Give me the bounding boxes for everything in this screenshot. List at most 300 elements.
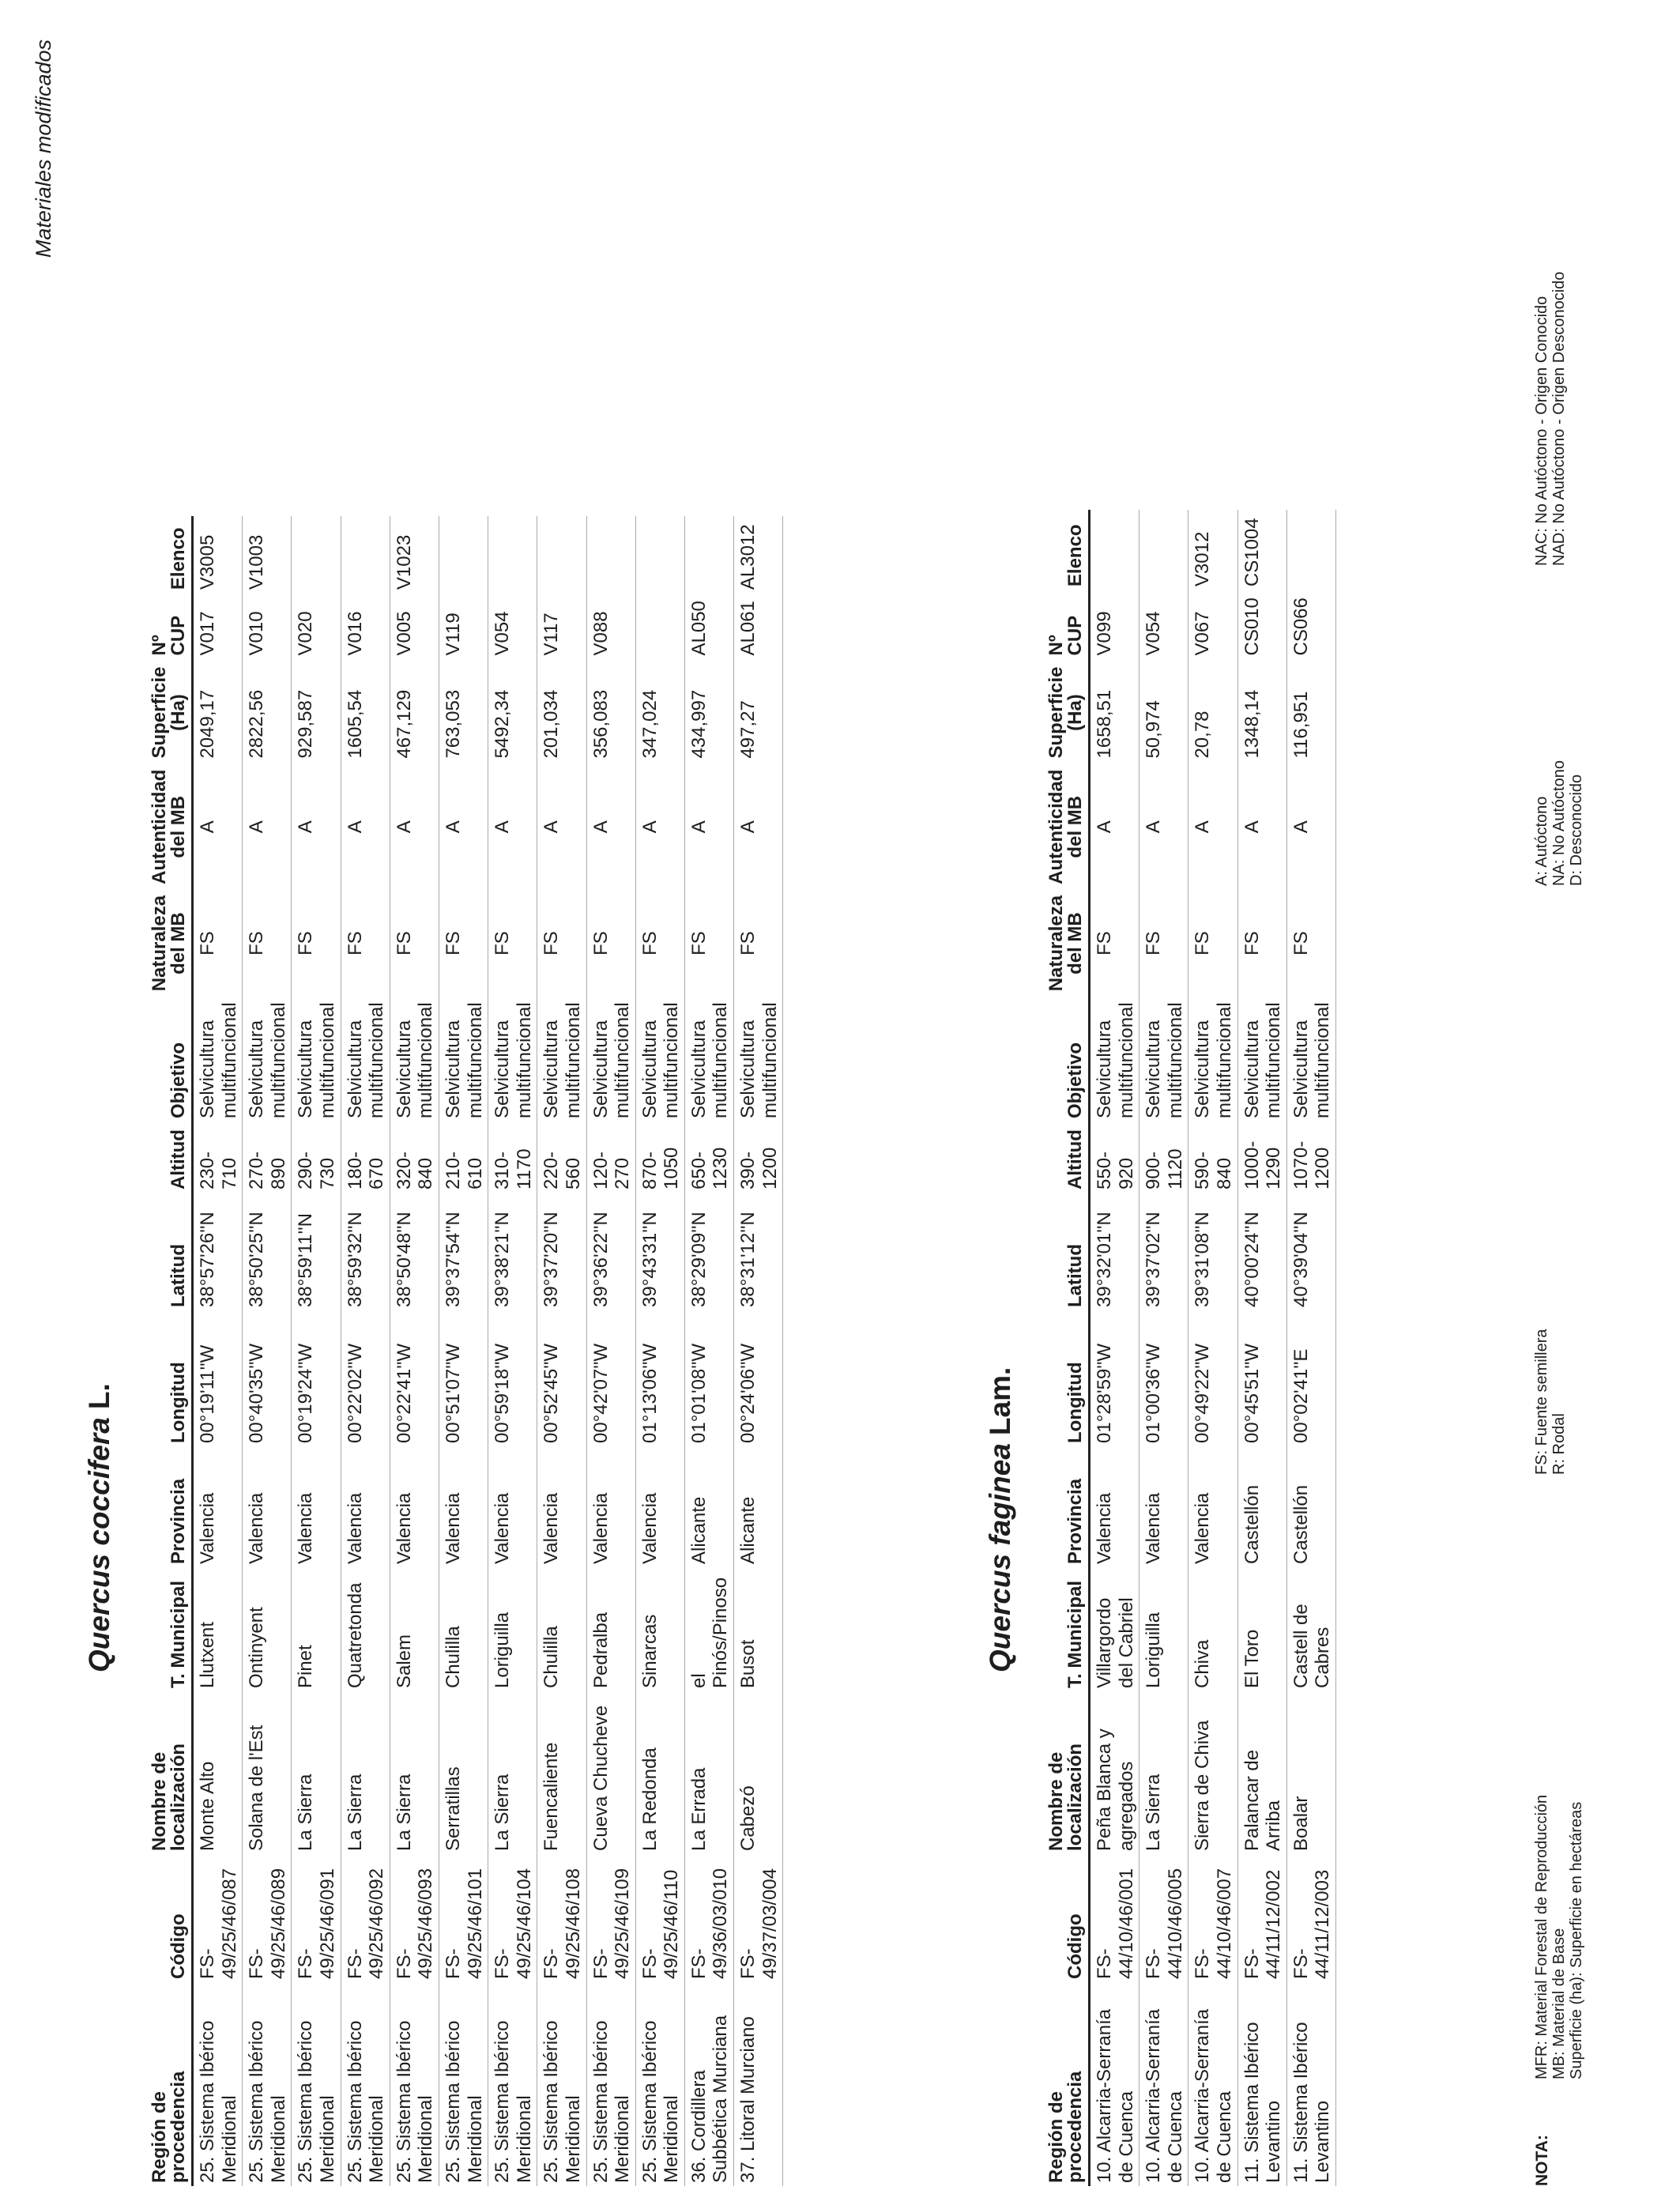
note-line: MB: Material de Base [1550, 1928, 1568, 2079]
table-row [292, 516, 341, 2186]
cell-latitud: 38°31'12''N [734, 1193, 783, 1310]
cell-region: 25. Sistema Ibérico Meridional [488, 1982, 537, 2186]
column-header-cup: Nº CUP [150, 593, 193, 658]
cell-region: 25. Sistema Ibérico Meridional [390, 1982, 439, 2186]
cell-longitud: 00°19'11''W [193, 1310, 243, 1446]
cell-autenticidad: A [439, 762, 488, 888]
cell-objetivo: Selvicultura multifuncional [390, 994, 439, 1122]
note-line: R: Rodal [1550, 1413, 1568, 1475]
cell-municipio: Quatretonda [341, 1567, 390, 1691]
table-quercus-coccifera [150, 516, 783, 2186]
cell-provincia: Castellón [1237, 1446, 1286, 1567]
cell-autenticidad: A [243, 762, 292, 888]
note-line: NAD: No Autóctono - Origen Desconocido [1550, 271, 1568, 566]
cell-naturaleza: FS [734, 888, 783, 994]
cell-naturaleza: FS [1286, 888, 1335, 994]
species-author: Lam. [984, 1367, 1016, 1436]
cell-provincia: Valencia [341, 1446, 390, 1567]
column-header-provincia: Provincia [150, 1446, 193, 1567]
cell-naturaleza: FS [1188, 888, 1237, 994]
cell-cup: V099 [1090, 590, 1139, 658]
cell-superficie: 356,083 [586, 659, 635, 762]
cell-nombre: Fuencaliente [537, 1691, 586, 1854]
cell-autenticidad: A [684, 762, 733, 888]
cell-naturaleza: FS [292, 888, 341, 994]
cell-superficie: 1348,14 [1237, 659, 1286, 762]
cell-cup: CS066 [1286, 590, 1335, 658]
column-header-longitud: Longitud [150, 1310, 193, 1446]
cell-autenticidad: A [390, 762, 439, 888]
note-line: NA: No Autóctono [1550, 760, 1568, 886]
note-line: D: Desconocido [1568, 774, 1585, 886]
cell-longitud: 00°02'41''E [1286, 1310, 1335, 1446]
cell-nombre: La Sierra [292, 1691, 341, 1854]
cell-nombre: Boalar [1286, 1691, 1335, 1854]
cell-autenticidad: A [1139, 762, 1188, 888]
cell-municipio: Pedralba [586, 1567, 635, 1691]
cell-nombre: Sierra de Chiva [1188, 1691, 1237, 1854]
cell-cup: V088 [586, 593, 635, 658]
cell-altitud: 870-1050 [635, 1122, 684, 1193]
cell-superficie: 201,034 [537, 659, 586, 762]
cell-municipio: Castell de Cabres [1286, 1567, 1335, 1691]
notes-col-1 [1533, 1795, 1585, 2079]
notes-label: NOTA: [1533, 2135, 1551, 2186]
cell-codigo: FS-44/11/12/003 [1286, 1854, 1335, 1982]
column-header-municipio: T. Municipal [150, 1567, 193, 1691]
cell-codigo: FS-49/25/46/091 [292, 1854, 341, 1982]
cell-region: 25. Sistema Ibérico Meridional [439, 1982, 488, 2186]
note-line: FS: Fuente semillera [1533, 1329, 1550, 1475]
species-author: L. [83, 1383, 115, 1410]
cell-altitud: 650-1230 [684, 1122, 733, 1193]
cell-region: 25. Sistema Ibérico Meridional [193, 1982, 243, 2186]
cell-municipio: Sinarcas [635, 1567, 684, 1691]
cell-provincia: Valencia [1090, 1446, 1139, 1567]
cell-altitud: 900-1120 [1139, 1122, 1188, 1193]
cell-autenticidad: A [1188, 762, 1237, 888]
cell-latitud: 40°39'04''N [1286, 1193, 1335, 1310]
cell-naturaleza: FS [341, 888, 390, 994]
cell-superficie: 434,997 [684, 659, 733, 762]
cell-objetivo: Selvicultura multifuncional [292, 994, 341, 1122]
table-row [488, 516, 537, 2186]
cell-altitud: 210-610 [439, 1122, 488, 1193]
cell-longitud: 00°22'02''W [341, 1310, 390, 1446]
cell-cup: V117 [537, 593, 586, 658]
cell-altitud: 120-270 [586, 1122, 635, 1193]
cell-codigo: FS-44/10/46/005 [1139, 1854, 1188, 1982]
cell-naturaleza: FS [537, 888, 586, 994]
cell-municipio: El Toro [1237, 1567, 1286, 1691]
cell-altitud: 270-890 [243, 1122, 292, 1193]
column-header-altitud: Altitud [150, 1122, 193, 1193]
cell-superficie: 1658,51 [1090, 659, 1139, 762]
cell-codigo: FS-49/25/46/087 [193, 1854, 243, 1982]
cell-altitud: 180-670 [341, 1122, 390, 1193]
cell-objetivo: Selvicultura multifuncional [537, 994, 586, 1122]
column-header-codigo: Código [150, 1854, 193, 1982]
table-row [1090, 510, 1139, 2186]
cell-altitud: 320-840 [390, 1122, 439, 1193]
table-row [734, 516, 783, 2186]
cell-codigo: FS-49/25/46/093 [390, 1854, 439, 1982]
cell-altitud: 390-1200 [734, 1122, 783, 1193]
cell-nombre: Solana de l'Est [243, 1691, 292, 1854]
cell-longitud: 00°40'35''W [243, 1310, 292, 1446]
cell-cup: AL050 [684, 593, 733, 658]
column-header-naturaleza: Naturaleza del MB [1047, 888, 1090, 994]
table-row [390, 516, 439, 2186]
cell-elenco [439, 516, 488, 593]
column-header-nombre: Nombre de localización [1047, 1691, 1090, 1854]
notes-col-3 [1533, 760, 1585, 886]
cell-naturaleza: FS [1237, 888, 1286, 994]
species-title-coccifera [83, 1383, 116, 1672]
cell-codigo: FS-44/10/46/001 [1090, 1854, 1139, 1982]
cell-autenticidad: A [193, 762, 243, 888]
column-header-municipio: T. Municipal [1047, 1567, 1090, 1691]
cell-nombre: La Sierra [390, 1691, 439, 1854]
cell-elenco [635, 516, 684, 593]
cell-region: 11. Sistema Ibérico Levantino [1286, 1982, 1335, 2186]
cell-municipio: Chulilla [537, 1567, 586, 1691]
cell-longitud: 00°24'06''W [734, 1310, 783, 1446]
column-header-latitud: Latitud [150, 1193, 193, 1310]
cell-codigo: FS-49/25/46/110 [635, 1854, 684, 1982]
cell-superficie: 116,951 [1286, 659, 1335, 762]
cell-altitud: 290-730 [292, 1122, 341, 1193]
cell-latitud: 38°57'26''N [193, 1193, 243, 1310]
cell-cup: AL061 [734, 593, 783, 658]
cell-superficie: 763,053 [439, 659, 488, 762]
column-header-longitud: Longitud [1047, 1310, 1090, 1446]
cell-cup: CS010 [1237, 590, 1286, 658]
cell-region: 25. Sistema Ibérico Meridional [537, 1982, 586, 2186]
cell-latitud: 39°32'01''N [1090, 1193, 1139, 1310]
cell-region: 25. Sistema Ibérico Meridional [586, 1982, 635, 2186]
header-row [150, 516, 193, 2186]
cell-elenco [341, 516, 390, 593]
cell-region: 11. Sistema Ibérico Levantino [1237, 1982, 1286, 2186]
cell-objetivo: Selvicultura multifuncional [439, 994, 488, 1122]
note-line: NAC: No Autóctono - Origen Conocido [1533, 296, 1550, 566]
cell-altitud: 1000-1290 [1237, 1122, 1286, 1193]
cell-longitud: 01°01'08''W [684, 1310, 733, 1446]
cell-cup: V010 [243, 593, 292, 658]
cell-objetivo: Selvicultura multifuncional [1286, 994, 1335, 1122]
cell-municipio: Ontinyent [243, 1567, 292, 1691]
cell-autenticidad: A [537, 762, 586, 888]
column-header-objetivo: Objetivo [150, 994, 193, 1122]
species-title-faginea [984, 1367, 1017, 1672]
column-header-codigo: Código [1047, 1854, 1090, 1982]
table-quercus-faginea [1047, 510, 1336, 2186]
cell-objetivo: Selvicultura multifuncional [341, 994, 390, 1122]
cell-provincia: Valencia [1139, 1446, 1188, 1567]
cell-objetivo: Selvicultura multifuncional [243, 994, 292, 1122]
cell-longitud: 01°13'06''W [635, 1310, 684, 1446]
cell-nombre: Monte Alto [193, 1691, 243, 1854]
column-header-nombre: Nombre de localización [150, 1691, 193, 1854]
cell-latitud: 39°36'22''N [586, 1193, 635, 1310]
cell-superficie: 2049,17 [193, 659, 243, 762]
cell-nombre: La Redonda [635, 1691, 684, 1854]
cell-superficie: 929,587 [292, 659, 341, 762]
cell-longitud: 00°49'22''W [1188, 1310, 1237, 1446]
cell-elenco: V3012 [1188, 510, 1237, 590]
cell-autenticidad: A [341, 762, 390, 888]
column-header-elenco: Elenco [1047, 510, 1090, 590]
cell-longitud: 01°00'36''W [1139, 1310, 1188, 1446]
cell-autenticidad: A [734, 762, 783, 888]
cell-naturaleza: FS [684, 888, 733, 994]
table-row [243, 516, 292, 2186]
column-header-region: Región de procedencia [1047, 1982, 1090, 2186]
cell-elenco [586, 516, 635, 593]
cell-region: 10. Alcarria-Serranía de Cuenca [1188, 1982, 1237, 2186]
cell-longitud: 01°28'59''W [1090, 1310, 1139, 1446]
cell-provincia: Alicante [734, 1446, 783, 1567]
cell-elenco [292, 516, 341, 593]
cell-nombre: Cueva Chucheve [586, 1691, 635, 1854]
cell-region: 36. Cordillera Subbética Murciana [684, 1982, 733, 2186]
species-genus: Quercus faginea [984, 1443, 1016, 1672]
cell-provincia: Valencia [292, 1446, 341, 1567]
cell-longitud: 00°22'41''W [390, 1310, 439, 1446]
cell-objetivo: Selvicultura multifuncional [488, 994, 537, 1122]
header-row [1047, 510, 1090, 2186]
cell-provincia: Valencia [193, 1446, 243, 1567]
cell-provincia: Valencia [243, 1446, 292, 1567]
cell-municipio: Llutxent [193, 1567, 243, 1691]
cell-longitud: 00°45'51''W [1237, 1310, 1286, 1446]
cell-latitud: 39°31'08''N [1188, 1193, 1237, 1310]
cell-autenticidad: A [1090, 762, 1139, 888]
table-row [537, 516, 586, 2186]
table-row [1139, 510, 1188, 2186]
cell-nombre: Palancar de Arriba [1237, 1691, 1286, 1854]
cell-latitud: 39°43'31''N [635, 1193, 684, 1310]
table-row [586, 516, 635, 2186]
column-header-superficie: Superficie (Ha) [1047, 659, 1090, 762]
table-row [635, 516, 684, 2186]
cell-elenco [1139, 510, 1188, 590]
cell-superficie: 2822,56 [243, 659, 292, 762]
cell-latitud: 38°50'48''N [390, 1193, 439, 1310]
cell-latitud: 40°00'24''N [1237, 1193, 1286, 1310]
cell-cup: V054 [1139, 590, 1188, 658]
cell-latitud: 38°29'09''N [684, 1193, 733, 1310]
column-header-cup: Nº CUP [1047, 590, 1090, 658]
cell-cup: V067 [1188, 590, 1237, 658]
cell-latitud: 39°38'21''N [488, 1193, 537, 1310]
cell-latitud: 39°37'54''N [439, 1193, 488, 1310]
table-row [1237, 510, 1286, 2186]
cell-superficie: 497,27 [734, 659, 783, 762]
cell-cup: V020 [292, 593, 341, 658]
cell-nombre: La Sierra [1139, 1691, 1188, 1854]
table-row [684, 516, 733, 2186]
cell-nombre: La Errada [684, 1691, 733, 1854]
cell-provincia: Valencia [586, 1446, 635, 1567]
cell-altitud: 590-840 [1188, 1122, 1237, 1193]
cell-longitud: 00°42'07''W [586, 1310, 635, 1446]
cell-cup [635, 593, 684, 658]
cell-superficie: 50,974 [1139, 659, 1188, 762]
cell-cup: V016 [341, 593, 390, 658]
cell-codigo: FS-49/25/46/092 [341, 1854, 390, 1982]
column-header-elenco: Elenco [150, 516, 193, 593]
cell-objetivo: Selvicultura multifuncional [684, 994, 733, 1122]
cell-municipio: Loriguilla [1139, 1567, 1188, 1691]
cell-municipio: Pinet [292, 1567, 341, 1691]
cell-autenticidad: A [1237, 762, 1286, 888]
cell-latitud: 39°37'20''N [537, 1193, 586, 1310]
cell-latitud: 38°50'25''N [243, 1193, 292, 1310]
cell-cup: V119 [439, 593, 488, 658]
cell-altitud: 1070-1200 [1286, 1122, 1335, 1193]
cell-superficie: 467,129 [390, 659, 439, 762]
cell-cup: V017 [193, 593, 243, 658]
cell-codigo: FS-49/25/46/109 [586, 1854, 635, 1982]
column-header-region: Región de procedencia [150, 1982, 193, 2186]
cell-elenco [684, 516, 733, 593]
cell-municipio: Loriguilla [488, 1567, 537, 1691]
notes-col-2 [1533, 1329, 1568, 1475]
cell-elenco: V3005 [193, 516, 243, 593]
column-header-latitud: Latitud [1047, 1193, 1090, 1310]
cell-region: 10. Alcarria-Serranía de Cuenca [1090, 1982, 1139, 2186]
cell-region: 25. Sistema Ibérico Meridional [292, 1982, 341, 2186]
cell-codigo: FS-49/25/46/104 [488, 1854, 537, 1982]
cell-longitud: 00°59'18''W [488, 1310, 537, 1446]
table-row [1188, 510, 1237, 2186]
cell-municipio: el Pinós/Pinoso [684, 1567, 733, 1691]
cell-provincia: Valencia [635, 1446, 684, 1567]
notes-col-4 [1533, 272, 1568, 566]
cell-elenco [537, 516, 586, 593]
cell-autenticidad: A [586, 762, 635, 888]
cell-codigo: FS-49/25/46/108 [537, 1854, 586, 1982]
cell-region: 25. Sistema Ibérico Meridional [341, 1982, 390, 2186]
cell-municipio: Busot [734, 1567, 783, 1691]
cell-nombre: La Sierra [488, 1691, 537, 1854]
cell-naturaleza: FS [635, 888, 684, 994]
page-header: Materiales modificados [32, 40, 55, 258]
cell-latitud: 38°59'32''N [341, 1193, 390, 1310]
cell-superficie: 347,024 [635, 659, 684, 762]
cell-naturaleza: FS [439, 888, 488, 994]
cell-autenticidad: A [488, 762, 537, 888]
cell-elenco: AL3012 [734, 516, 783, 593]
cell-autenticidad: A [1286, 762, 1335, 888]
cell-altitud: 310-1170 [488, 1122, 537, 1193]
cell-superficie: 1605,54 [341, 659, 390, 762]
cell-objetivo: Selvicultura multifuncional [1090, 994, 1139, 1122]
cell-elenco [488, 516, 537, 593]
cell-objetivo: Selvicultura multifuncional [586, 994, 635, 1122]
cell-codigo: FS-49/37/03/004 [734, 1854, 783, 1982]
column-header-provincia: Provincia [1047, 1446, 1090, 1567]
cell-cup: V054 [488, 593, 537, 658]
cell-naturaleza: FS [488, 888, 537, 994]
cell-provincia: Castellón [1286, 1446, 1335, 1567]
cell-naturaleza: FS [586, 888, 635, 994]
cell-altitud: 230-710 [193, 1122, 243, 1193]
cell-nombre: Peña Blanca y agregados [1090, 1691, 1139, 1854]
cell-naturaleza: FS [193, 888, 243, 994]
cell-naturaleza: FS [1139, 888, 1188, 994]
table-row [1286, 510, 1335, 2186]
column-header-superficie: Superficie (Ha) [150, 659, 193, 762]
cell-region: 25. Sistema Ibérico Meridional [243, 1982, 292, 2186]
cell-altitud: 220-560 [537, 1122, 586, 1193]
cell-elenco: V1003 [243, 516, 292, 593]
cell-autenticidad: A [292, 762, 341, 888]
cell-superficie: 5492,34 [488, 659, 537, 762]
cell-provincia: Alicante [684, 1446, 733, 1567]
cell-objetivo: Selvicultura multifuncional [635, 994, 684, 1122]
cell-region: 37. Litoral Murciano [734, 1982, 783, 2186]
table-row [341, 516, 390, 2186]
cell-altitud: 550-920 [1090, 1122, 1139, 1193]
cell-longitud: 00°52'45''W [537, 1310, 586, 1446]
column-header-altitud: Altitud [1047, 1122, 1090, 1193]
cell-codigo: FS-44/11/12/002 [1237, 1854, 1286, 1982]
cell-provincia: Valencia [537, 1446, 586, 1567]
cell-latitud: 39°37'02''N [1139, 1193, 1188, 1310]
cell-autenticidad: A [635, 762, 684, 888]
cell-objetivo: Selvicultura multifuncional [1188, 994, 1237, 1122]
cell-nombre: Serratillas [439, 1691, 488, 1854]
cell-provincia: Valencia [439, 1446, 488, 1567]
cell-codigo: FS-44/10/46/007 [1188, 1854, 1237, 1982]
column-header-objetivo: Objetivo [1047, 994, 1090, 1122]
cell-objetivo: Selvicultura multifuncional [1139, 994, 1188, 1122]
cell-nombre: Cabezó [734, 1691, 783, 1854]
cell-superficie: 20,78 [1188, 659, 1237, 762]
column-header-naturaleza: Naturaleza del MB [150, 888, 193, 994]
cell-naturaleza: FS [390, 888, 439, 994]
cell-provincia: Valencia [390, 1446, 439, 1567]
cell-municipio: Villargordo del Cabriel [1090, 1567, 1139, 1691]
table-row [193, 516, 243, 2186]
cell-provincia: Valencia [488, 1446, 537, 1567]
cell-elenco: CS1004 [1237, 510, 1286, 590]
species-genus: Quercus coccifera [83, 1417, 115, 1672]
cell-longitud: 00°51'07''W [439, 1310, 488, 1446]
cell-codigo: FS-49/25/46/089 [243, 1854, 292, 1982]
cell-longitud: 00°19'24''W [292, 1310, 341, 1446]
cell-naturaleza: FS [1090, 888, 1139, 994]
cell-objetivo: Selvicultura multifuncional [193, 994, 243, 1122]
cell-provincia: Valencia [1188, 1446, 1237, 1567]
cell-latitud: 38°59'11''N [292, 1193, 341, 1310]
cell-municipio: Chiva [1188, 1567, 1237, 1691]
cell-codigo: FS-49/36/03/010 [684, 1854, 733, 1982]
column-header-autenticidad: Autenticidad del MB [150, 762, 193, 888]
column-header-autenticidad: Autenticidad del MB [1047, 762, 1090, 888]
cell-municipio: Salem [390, 1567, 439, 1691]
cell-objetivo: Selvicultura multifuncional [734, 994, 783, 1122]
cell-elenco [1090, 510, 1139, 590]
cell-cup: V005 [390, 593, 439, 658]
cell-elenco [1286, 510, 1335, 590]
cell-region: 25. Sistema Ibérico Meridional [635, 1982, 684, 2186]
cell-elenco: V1023 [390, 516, 439, 593]
cell-municipio: Chulilla [439, 1567, 488, 1691]
